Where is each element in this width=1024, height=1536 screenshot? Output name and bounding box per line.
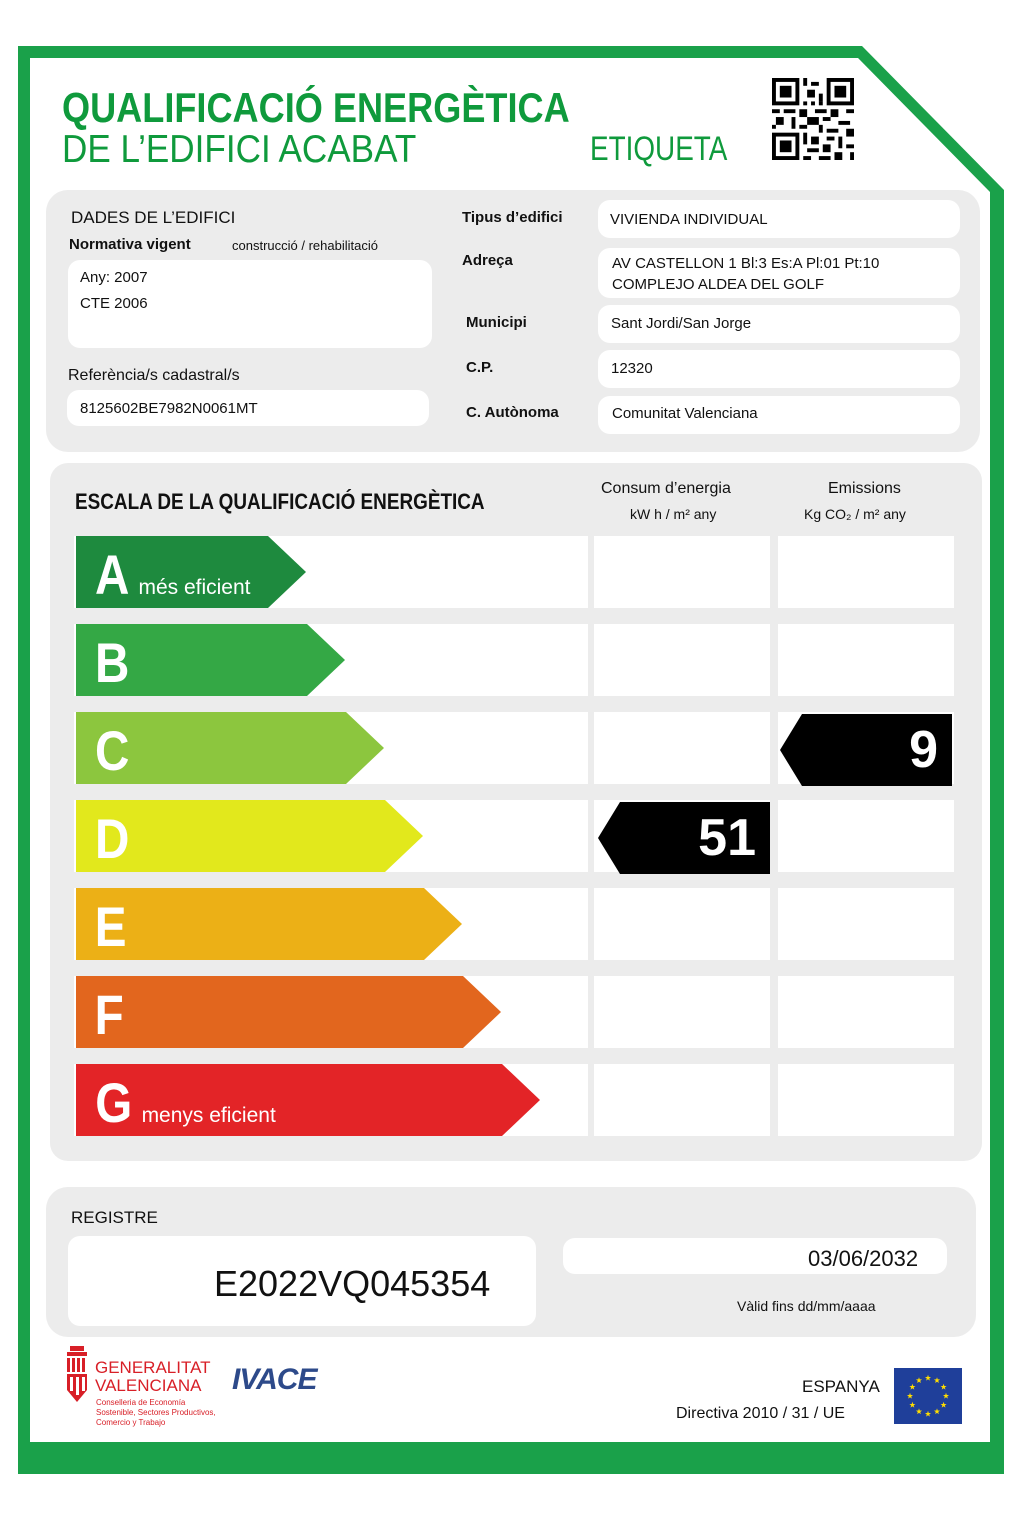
consum-unit: kW h / m² any — [630, 506, 717, 522]
consum-cell-a — [594, 536, 770, 608]
espanya-label: ESPANYA — [802, 1377, 880, 1396]
consum-header: Consum d’energia — [601, 480, 731, 497]
class-label-c — [92, 718, 132, 783]
emissions-header: Emissions — [828, 480, 901, 497]
class-label-a — [92, 542, 251, 607]
title-line-2: DE L’EDIFICI ACABAT — [62, 128, 417, 171]
normativa-line-1: Any: 2007 — [80, 269, 148, 286]
class-label-e — [92, 894, 129, 959]
class-note-g: menys eficient — [141, 1104, 276, 1127]
consum-cell-g — [594, 1064, 770, 1136]
cp-label: C.P. — [466, 359, 494, 376]
class-label-b — [92, 630, 132, 695]
emissions-cell-f — [778, 976, 954, 1048]
consum-cell-f — [594, 976, 770, 1048]
gva-sub-2: Sostenible, Sectores Productivos, — [96, 1408, 216, 1417]
class-letter-f: F — [94, 983, 124, 1046]
etiqueta-label: ETIQUETA — [590, 130, 728, 168]
eu-flag-icon — [894, 1368, 962, 1424]
emissions-cell-d — [778, 800, 954, 872]
scale-title: ESCALA DE LA QUALIFICACIÓ ENERGÈTICA — [75, 489, 485, 514]
consum-cell-c — [594, 712, 770, 784]
gva-line-1: GENERALITAT — [95, 1358, 211, 1377]
autonoma-value: Comunitat Valenciana — [612, 405, 758, 422]
class-letter-d: D — [95, 807, 130, 870]
consum-cell-b — [594, 624, 770, 696]
class-letter-a: A — [95, 543, 130, 606]
emissions-unit: Kg CO₂ / m² any — [804, 506, 906, 522]
building-section-title: DADES DE L’EDIFICI — [71, 208, 236, 227]
ref-cadastral-value: 8125602BE7982N0061MT — [80, 400, 258, 417]
registre-label: REGISTRE — [71, 1208, 158, 1227]
qr-code-icon — [772, 78, 854, 160]
validity-caption: Vàlid fins dd/mm/aaaa — [737, 1298, 876, 1314]
class-label-d — [92, 806, 132, 871]
gva-sub-3: Comercio y Trabajo — [96, 1418, 166, 1427]
consum-value: 51 — [698, 809, 756, 867]
class-letter-b: B — [95, 631, 130, 694]
consum-cell-e — [594, 888, 770, 960]
emissions-cell-a — [778, 536, 954, 608]
tipus-value: VIVIENDA INDIVIDUAL — [610, 211, 768, 228]
adreca-line-1: AV CASTELLON 1 Bl:3 Es:A Pl:01 Pt:10 — [612, 255, 880, 272]
directiva-label: Directiva 2010 / 31 / UE — [676, 1405, 845, 1422]
adreca-line-2: COMPLEJO ALDEA DEL GOLF — [612, 276, 825, 293]
title-line-1: QUALIFICACIÓ ENERGÈTICA — [62, 84, 570, 131]
emissions-value: 9 — [909, 721, 938, 779]
class-arrow-e — [76, 888, 462, 960]
normativa-line-2: CTE 2006 — [80, 295, 148, 312]
gva-emblem-icon — [64, 1346, 90, 1402]
gva-line-2: VALENCIANA — [95, 1376, 202, 1395]
registre-number: E2022VQ045354 — [214, 1263, 491, 1304]
normativa-sublabel: construcció / rehabilitació — [232, 238, 378, 253]
municipi-value: Sant Jordi/San Jorge — [611, 315, 752, 332]
class-label-g — [92, 1070, 276, 1135]
emissions-cell-e — [778, 888, 954, 960]
emissions-cell-g — [778, 1064, 954, 1136]
tipus-label: Tipus d’edifici — [462, 209, 563, 226]
class-label-f — [92, 982, 126, 1047]
gva-sub-1: Conselleria de Economía — [96, 1398, 186, 1407]
ivace-logo: IVACE — [232, 1363, 317, 1396]
adreca-label: Adreça — [462, 252, 513, 269]
class-letter-e: E — [94, 895, 127, 958]
autonoma-label: C. Autònoma — [466, 404, 559, 421]
validity-date: 03/06/2032 — [808, 1246, 919, 1271]
emissions-cell-b — [778, 624, 954, 696]
class-arrow-f — [76, 976, 501, 1048]
normativa-label: Normativa vigent — [69, 236, 191, 253]
ref-cadastral-label: Referència/s cadastral/s — [68, 367, 240, 384]
class-letter-g: G — [95, 1071, 133, 1134]
municipi-label: Municipi — [466, 314, 527, 331]
class-note-a: més eficient — [138, 576, 251, 599]
class-letter-c: C — [95, 719, 130, 782]
cp-value: 12320 — [611, 360, 653, 377]
